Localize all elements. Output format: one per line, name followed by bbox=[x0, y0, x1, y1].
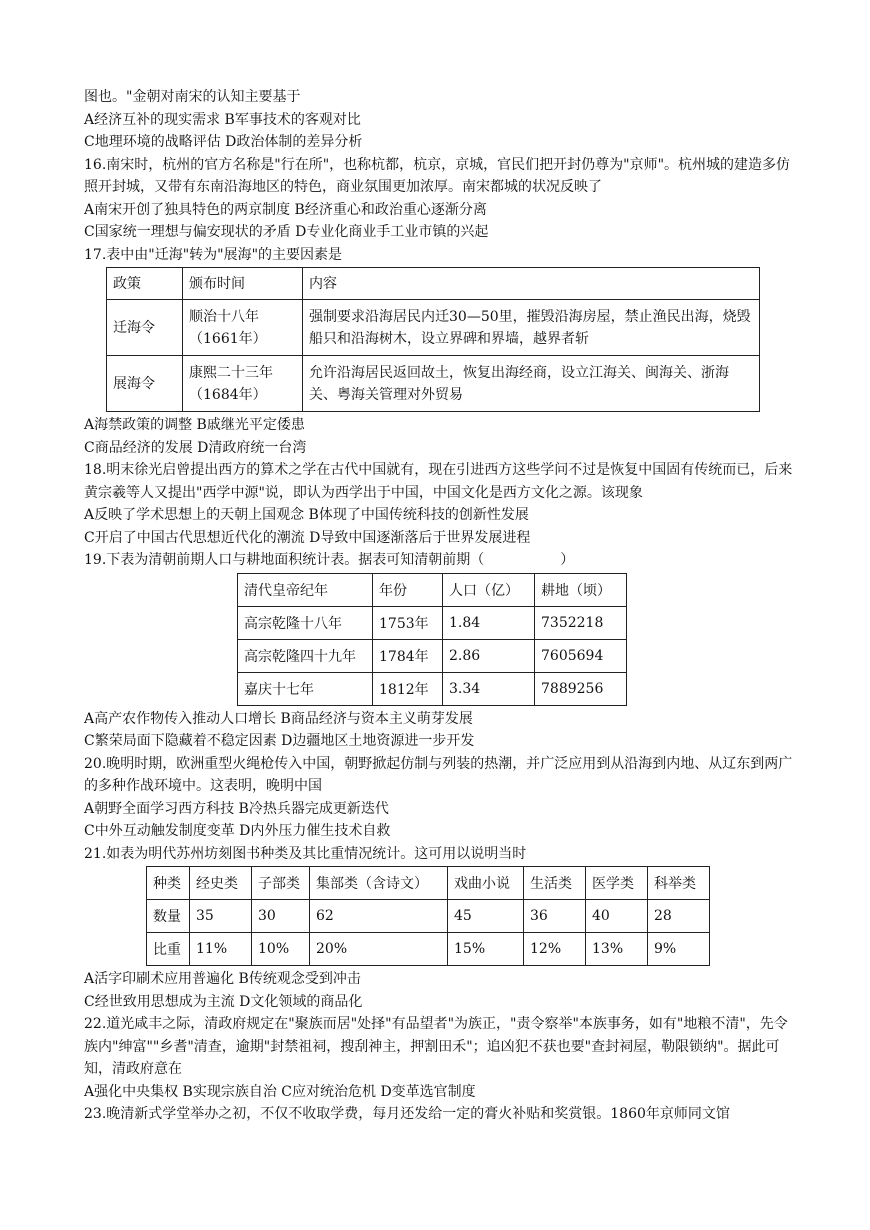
option-line: C地理环境的战略评估 D政治体制的差异分析 bbox=[84, 134, 363, 150]
question-18: 18.明末徐光启曾提出西方的算术之学在古代中国就有，现在引进西方这些学问不过是恢复中国固有传统而已，后来黄宗羲等人又提出"西学中源"说，即认为西学出于中国，中国文化是西方文化之源。该现象 bbox=[84, 462, 793, 501]
document-page bbox=[84, 86, 794, 1126]
table-cell: 7352218 bbox=[535, 606, 627, 639]
option-line: A活字印刷术应用普遍化 B传统观念受到冲击 bbox=[84, 971, 361, 987]
header-cell: 子部类 bbox=[252, 867, 310, 900]
table-cell: 高宗乾隆十八年 bbox=[238, 606, 373, 639]
policy-table bbox=[106, 267, 760, 412]
question-19 bbox=[84, 549, 794, 572]
table-cell: 3.34 bbox=[443, 672, 535, 705]
text-line: 图也。"金朝对南宋的认知主要基于 bbox=[84, 89, 301, 105]
table-header-row bbox=[147, 867, 710, 900]
table-cell: 1.84 bbox=[443, 606, 535, 639]
table-header-row bbox=[107, 268, 760, 300]
header-cell: 经史类 bbox=[190, 867, 252, 900]
policy-cell: 展海令 bbox=[107, 356, 183, 412]
table-cell: 7889256 bbox=[535, 672, 627, 705]
header-cell: 集部类（含诗文） bbox=[310, 867, 448, 900]
header-cell: 年份 bbox=[373, 573, 443, 606]
header-cell: 内容 bbox=[303, 268, 760, 300]
question-23: 23.晚清新式学堂举办之初，不仅不收取学费，每月还发给一定的膏火补贴和奖赏银。1860年京师同文馆 bbox=[84, 1106, 730, 1122]
option-line: A反映了学术思想上的天朝上国观念 B体现了中国传统科技的创新性发展 bbox=[84, 507, 529, 523]
header-cell: 清代皇帝纪年 bbox=[238, 573, 373, 606]
table-cell: 36 bbox=[524, 900, 586, 933]
time-year: （1661年） bbox=[189, 330, 267, 347]
table-cell: 12% bbox=[524, 933, 586, 966]
option-line: C中外互动触发制度变革 D内外压力催生技术自救 bbox=[84, 823, 391, 839]
question-17: 17.表中由"迁海"转为"展海"的主要因素是 bbox=[84, 246, 343, 263]
table-cell: 62 bbox=[310, 900, 448, 933]
table-cell: 2.86 bbox=[443, 639, 535, 672]
time-era: 康熙二十三年 bbox=[189, 364, 273, 381]
table-row bbox=[238, 672, 627, 705]
option-line: A经济互补的现实需求 B军事技术的客观对比 bbox=[84, 111, 361, 128]
table-row bbox=[238, 606, 627, 639]
question-19-paren: ） bbox=[560, 552, 575, 568]
time-year: （1684年） bbox=[189, 386, 267, 403]
option-line: C开启了中国古代思想近代化的潮流 D导致中国逐渐落后于世界发展进程 bbox=[84, 529, 531, 546]
header-cell: 耕地（顷） bbox=[535, 573, 627, 606]
table-header-row bbox=[238, 573, 627, 606]
table-row bbox=[107, 300, 760, 356]
header-cell: 戏曲小说 bbox=[448, 867, 524, 900]
option-line: C国家统一理想与偏安现状的矛盾 D专业化商业手工业市镇的兴起 bbox=[84, 224, 489, 240]
time-cell bbox=[183, 356, 303, 412]
table-cell: 10% bbox=[252, 933, 310, 966]
header-cell: 颁布时间 bbox=[183, 268, 303, 300]
table-cell: 比重 bbox=[147, 933, 190, 966]
table-cell: 20% bbox=[310, 933, 448, 966]
table-cell: 7605694 bbox=[535, 639, 627, 672]
option-line: A南宋开创了独具特色的两京制度 B经济重心和政治重心逐渐分离 bbox=[84, 201, 487, 218]
option-line: A朝野全面学习西方科技 B冷热兵器完成更新迭代 bbox=[84, 800, 389, 817]
book-category-table bbox=[146, 866, 710, 966]
table-cell: 9% bbox=[648, 933, 710, 966]
table-cell: 11% bbox=[190, 933, 252, 966]
header-cell: 医学类 bbox=[586, 867, 648, 900]
table-cell: 1784年 bbox=[373, 639, 443, 672]
table-cell: 1812年 bbox=[373, 672, 443, 705]
option-line: A高产农作物传入推动人口增长 B商品经济与资本主义萌芽发展 bbox=[84, 710, 473, 727]
table-cell: 45 bbox=[448, 900, 524, 933]
question-16: 16.南宋时，杭州的官方名称是"行在所"，也称杭都，杭京，京城，官民们把开封仍尊为"京师"。杭州城的建造多仿照开封城，又带有东南沿海地区的特色，商业氛围更加浓厚。南宋都城的状况反映了 bbox=[84, 156, 791, 195]
question-21: 21.如表为明代苏州坊刻图书种类及其比重情况统计。这可用以说明当时 bbox=[84, 845, 527, 862]
table-cell: 30 bbox=[252, 900, 310, 933]
time-cell bbox=[183, 300, 303, 356]
policy-cell: 迁海令 bbox=[107, 300, 183, 356]
table-cell: 13% bbox=[586, 933, 648, 966]
header-cell: 人口（亿） bbox=[443, 573, 535, 606]
header-cell: 科举类 bbox=[648, 867, 710, 900]
option-line: A强化中央集权 B实现宗族自治 C应对统治危机 D变革选官制度 bbox=[84, 1083, 476, 1100]
header-cell: 政策 bbox=[107, 268, 183, 300]
table-cell: 40 bbox=[586, 900, 648, 933]
option-line: C商品经济的发展 D清政府统一台湾 bbox=[84, 439, 307, 456]
option-line: C经世致用思想成为主流 D文化领域的商品化 bbox=[84, 993, 363, 1010]
table-cell: 15% bbox=[448, 933, 524, 966]
table-cell: 28 bbox=[648, 900, 710, 933]
table-cell: 高宗乾隆四十九年 bbox=[238, 639, 373, 672]
table-row bbox=[107, 356, 760, 412]
content-cell: 强制要求沿海居民内迁30—50里，摧毁沿海房屋，禁止渔民出海，烧毁船只和沿海树木，设立界碑和界墙，越界者斩 bbox=[303, 300, 760, 356]
header-cell: 种类 bbox=[147, 867, 190, 900]
table-row bbox=[147, 933, 710, 966]
header-cell: 生活类 bbox=[524, 867, 586, 900]
option-line: A海禁政策的调整 B戚继光平定倭患 bbox=[84, 417, 305, 433]
table-cell: 数量 bbox=[147, 900, 190, 933]
table-row bbox=[147, 900, 710, 933]
content-cell: 允许沿海居民返回故土，恢复出海经商，设立江海关、闽海关、浙海关、粤海关管理对外贸易 bbox=[303, 356, 760, 412]
question-20: 20.晚明时期，欧洲重型火绳枪传入中国，朝野掀起仿制与列装的热潮，并广泛应用到从沿海到内地、从辽东到两广的多种作战环境中。这表明，晚明中国 bbox=[84, 755, 793, 794]
option-line: C繁荣局面下隐藏着不稳定因素 D边疆地区土地资源进一步开发 bbox=[84, 733, 475, 749]
table-cell: 1753年 bbox=[373, 606, 443, 639]
question-19-text: 19.下表为清朝前期人口与耕地面积统计表。据表可知清朝前期（ bbox=[84, 552, 485, 568]
population-table bbox=[237, 573, 627, 706]
table-cell: 嘉庆十七年 bbox=[238, 672, 373, 705]
time-era: 顺治十八年 bbox=[189, 308, 259, 325]
question-22: 22.道光咸丰之际，清政府规定在"聚族而居"处择"有品望者"为族正，"责令察举"本族事务，如有"地粮不清"，先令族内"绅富""乡耆"清查，逾期"封禁祖祠，搜刮神主，押割田禾"；追凶犯不获也要"查封祠屋，勒限锁纳"。据此可知，清政府意在 bbox=[84, 1016, 788, 1077]
table-row bbox=[238, 639, 627, 672]
table-cell: 35 bbox=[190, 900, 252, 933]
